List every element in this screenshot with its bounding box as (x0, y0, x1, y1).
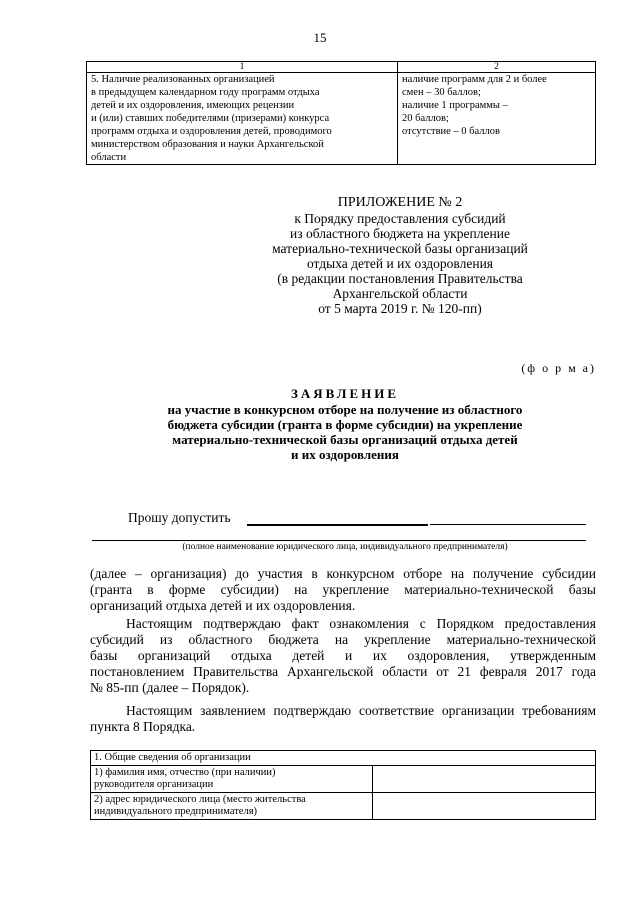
criterion-line: детей и их оздоровления, имеющих рецензии (91, 100, 295, 111)
score-line: смен – 30 баллов; (402, 87, 481, 98)
score-line: отсутствие – 0 баллов (402, 126, 500, 137)
paragraph-line: (далее – организация) до участия в конкурсном отборе на получение субсидии (90, 566, 596, 581)
appendix-line: отдыха детей и их оздоровления (306, 256, 493, 271)
applicant-name-field-continuation[interactable] (430, 524, 586, 525)
page-number: 15 (313, 30, 327, 45)
column-header-1: 1 (87, 62, 398, 73)
paragraph-line: постановлением Правительства Архангельской области от 21 февраля 2017 года (90, 664, 596, 679)
heading-line: материально-технической базы организаций отдыха детей (172, 432, 518, 447)
paragraph-line: № 85-пп (далее – Порядок). (90, 680, 250, 695)
paragraph-line: базы организаций отдыха детей и их оздоровления, утвержденным (90, 648, 596, 663)
document-title: ЗАЯВЛЕНИЕ (290, 386, 400, 401)
criterion-line: и (или) ставших победителями (призерами) конкурса (91, 113, 330, 124)
paragraph-line: Настоящим заявлением подтверждаю соответствие организации требованиям (126, 703, 596, 718)
request-label: Прошу допустить (128, 510, 231, 525)
criterion-line: 5. Наличие реализованных организацией (91, 74, 275, 85)
heading-line: бюджета субсидии (гранта в форме субсидии) на укрепление (167, 417, 523, 432)
table-row (91, 766, 596, 793)
appendix-title: ПРИЛОЖЕНИЕ № 2 (337, 195, 463, 210)
appendix-line: от 5 марта 2019 г. № 120-пп) (318, 301, 482, 316)
score-line: наличие программ для 2 и более (402, 74, 547, 85)
label-line: 2) адрес юридического лица (место жительства (94, 794, 306, 805)
applicant-name-field[interactable] (247, 524, 428, 526)
organization-info-table (90, 750, 596, 820)
applicant-name-field-line-2[interactable] (92, 540, 586, 541)
appendix-line: (в редакции постановления Правительства (277, 271, 523, 286)
label-cell (91, 766, 373, 793)
criterion-line: в предыдущем календарном году программ отдыха (91, 87, 320, 98)
paragraph-compliance (90, 703, 596, 735)
field-caption: (полное наименование юридического лица, индивидуального предпринимателя) (182, 542, 508, 552)
value-cell-address[interactable] (373, 793, 596, 820)
table-row (87, 73, 596, 165)
appendix-line: из областного бюджета на укрепление (290, 226, 510, 241)
score-cell (398, 73, 596, 165)
table-header-row (87, 62, 596, 73)
label-line: 1) фамилия имя, отчество (при наличии) (94, 767, 276, 778)
criterion-line: области (91, 152, 127, 163)
appendix-line: материально-технической базы организаций (272, 241, 528, 256)
table-section-row (91, 751, 596, 766)
form-mark: (ф о р м а) (521, 361, 596, 375)
score-line: наличие 1 программы – (402, 100, 508, 111)
label-line: индивидуального предпринимателя) (94, 806, 258, 817)
criteria-table (86, 61, 596, 165)
paragraph-line: (гранта в форме субсидии) на укрепление материально-технической базы (90, 582, 596, 597)
criterion-line: министерством образования и науки Архангельской (91, 139, 324, 150)
heading-line: на участие в конкурсном отборе на получение из областного (167, 402, 523, 417)
document-heading (90, 386, 600, 462)
column-header-2: 2 (398, 62, 596, 73)
paragraph-line: субсидий из областного бюджета на укрепление материально-технической (90, 632, 596, 647)
criterion-line: программ отдыха и оздоровления детей, проводимого (91, 126, 332, 137)
paragraph-line: организаций отдыха детей и их оздоровления. (90, 598, 356, 613)
label-line: руководителя организации (94, 779, 214, 790)
paragraph-line: пункта 8 Порядка. (90, 719, 196, 734)
section-title-cell: 1. Общие сведения об организации (91, 751, 596, 766)
heading-line: и их оздоровления (291, 447, 399, 462)
appendix-block (200, 195, 600, 316)
label-cell (91, 793, 373, 820)
score-line: 20 баллов; (402, 113, 449, 124)
table-row (91, 793, 596, 820)
paragraph-line: Настоящим подтверждаю факт ознакомления с Порядком предоставления (126, 616, 596, 631)
paragraph-organization (90, 566, 596, 614)
criterion-cell (87, 73, 398, 165)
value-cell-director[interactable] (373, 766, 596, 793)
appendix-line: к Порядку предоставления субсидий (294, 211, 506, 226)
appendix-line: Архангельской области (332, 286, 468, 301)
paragraph-acknowledgement (90, 616, 596, 696)
